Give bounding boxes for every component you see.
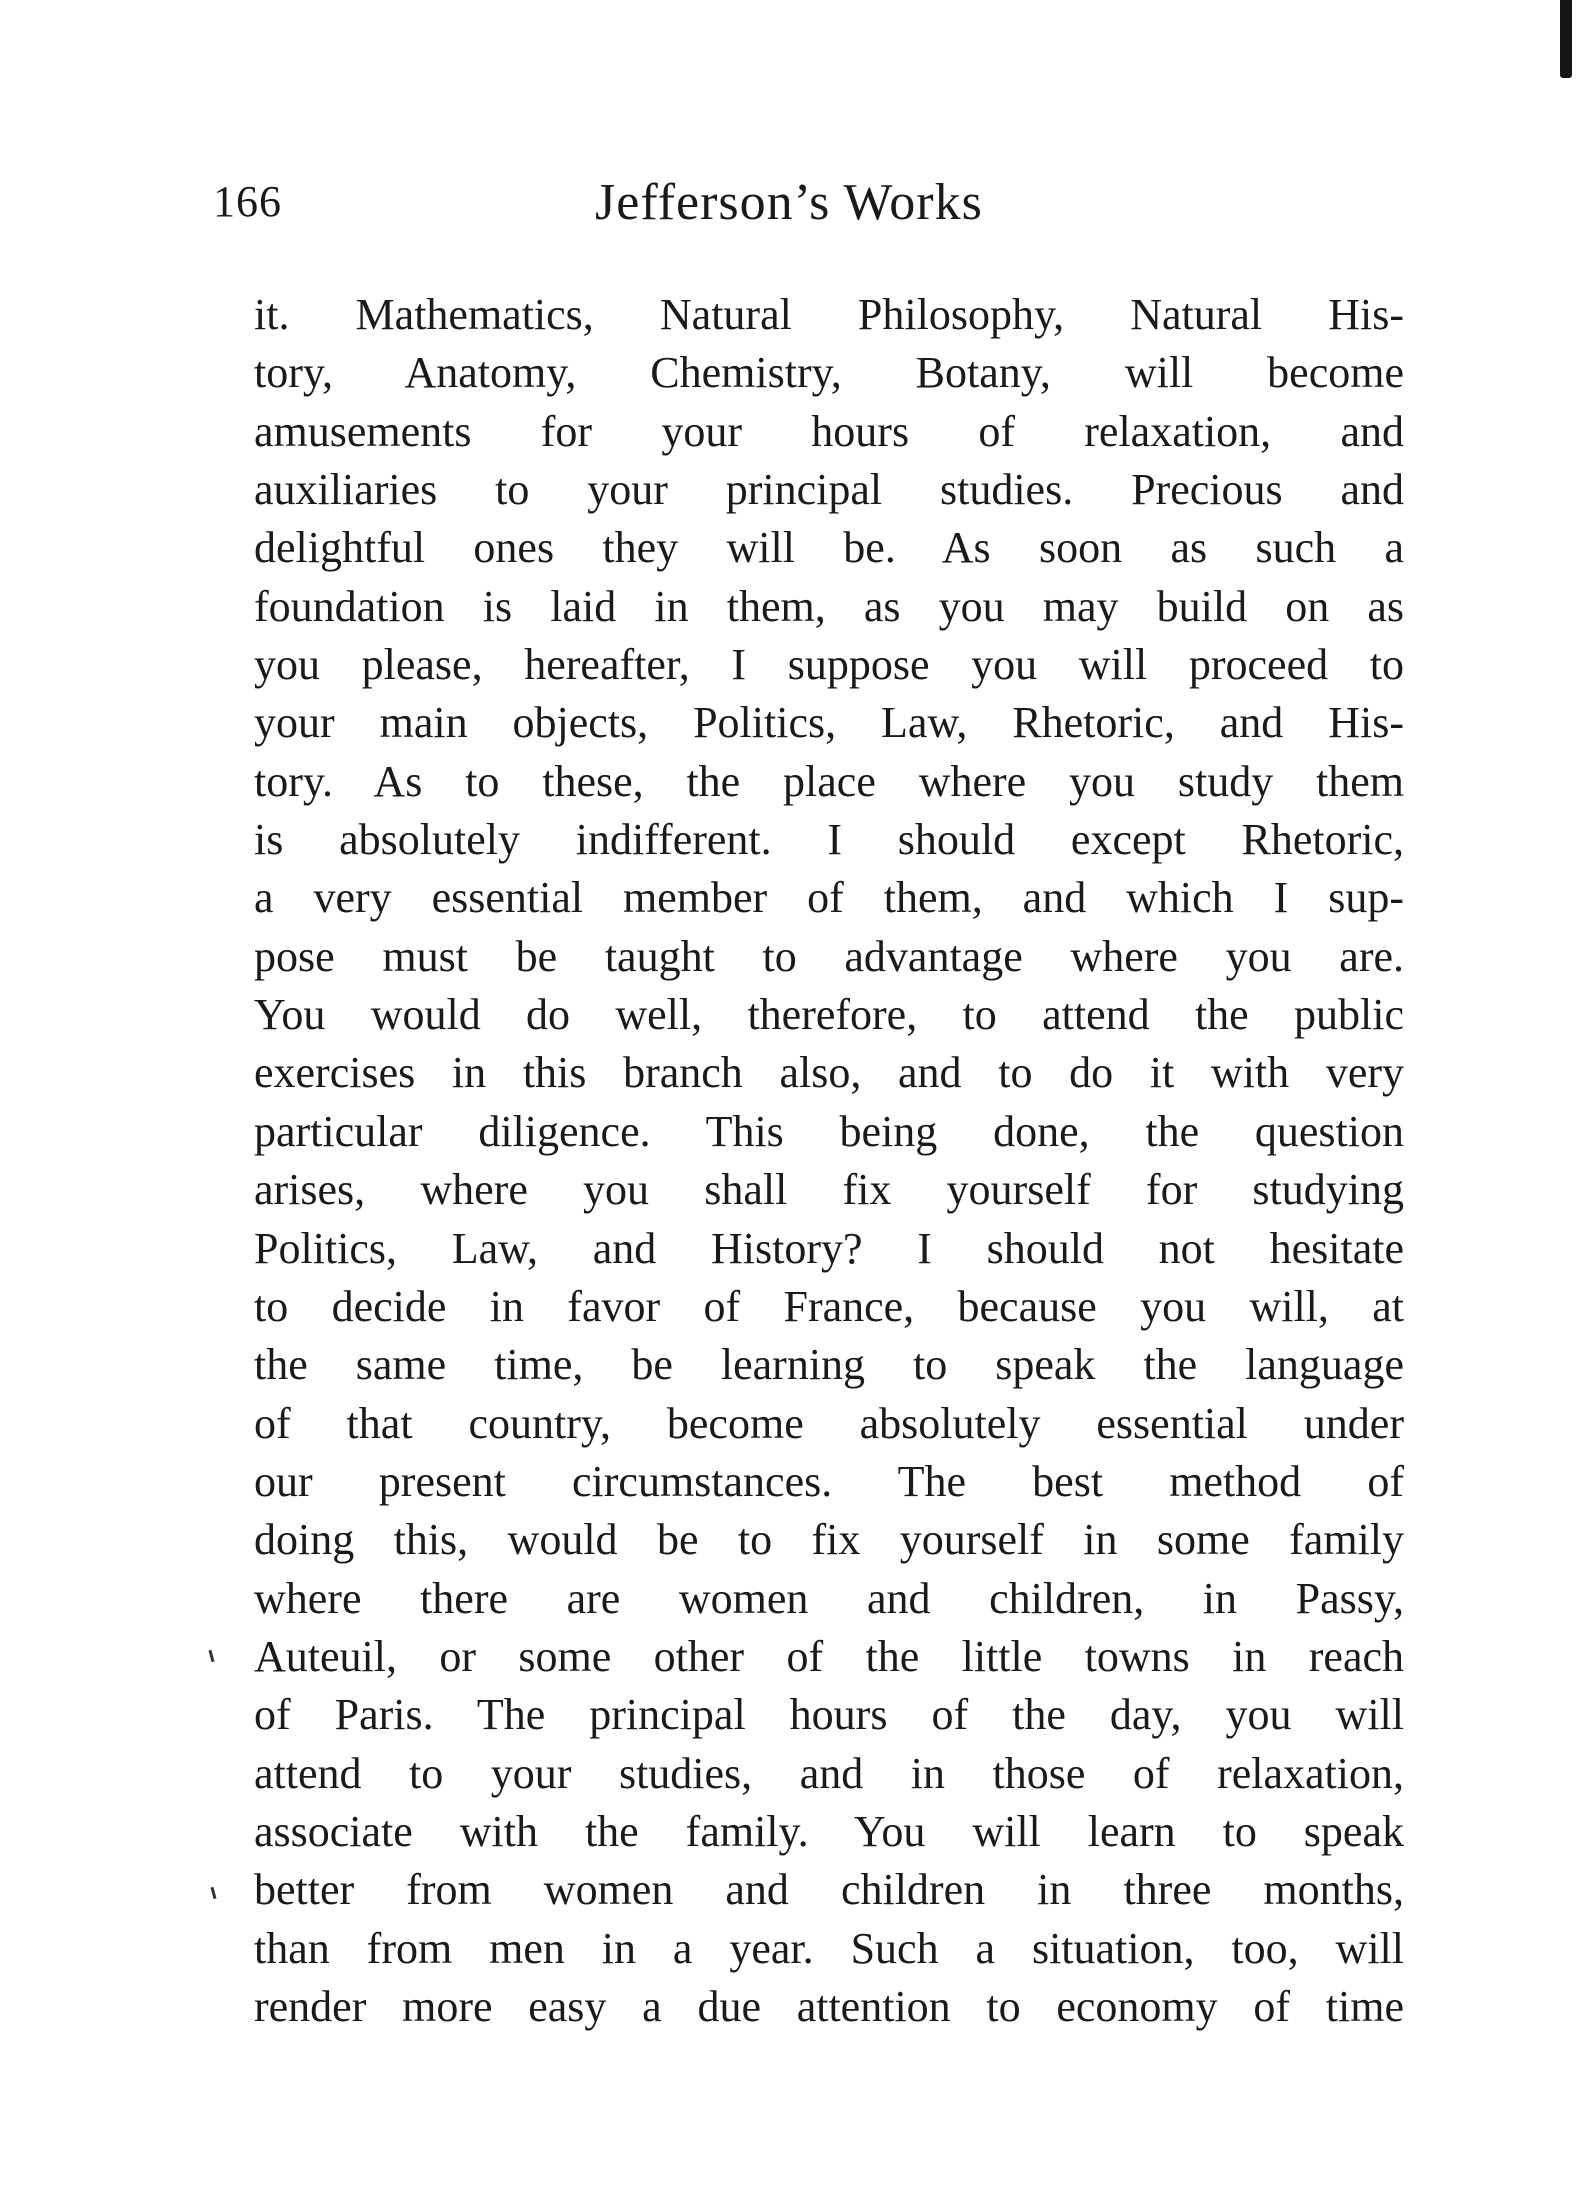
text-line: foundation is laid in them, as you may build on as xyxy=(254,581,1404,631)
text-line: doing this, would be to fix yourself in some family xyxy=(254,1515,1404,1565)
text-line: amusements for your hours of relaxation, and xyxy=(254,406,1404,456)
text-line: where there are women and children, in Passy, xyxy=(254,1573,1404,1623)
text-line: Auteuil, or some other of the little towns in reach xyxy=(254,1631,1404,1681)
text-line: auxiliaries to your principal studies. Precious and xyxy=(254,465,1404,515)
text-line: render more easy a due attention to economy of time xyxy=(254,1981,1404,2031)
text-line: attend to your studies, and in those of relaxation, xyxy=(254,1748,1404,1798)
text-line: it. Mathematics, Natural Philosophy, Natural His- xyxy=(254,290,1404,339)
text-line: than from men in a year. Such a situation, too, will xyxy=(254,1923,1404,1973)
margin-mark xyxy=(208,1650,214,1662)
text-line: exercises in this branch also, and to do it with very xyxy=(254,1048,1404,1098)
text-line: better from women and children in three months, xyxy=(254,1865,1404,1915)
running-title: Jefferson’s Works xyxy=(595,174,983,231)
text-line: of that country, become absolutely essential under xyxy=(254,1398,1404,1448)
text-line: particular diligence. This being done, the question xyxy=(254,1106,1404,1156)
text-line: the same time, be learning to speak the language xyxy=(254,1340,1404,1390)
page-header xyxy=(0,168,1578,248)
text-line: delightful ones they will be. As soon as such a xyxy=(254,523,1404,573)
body-text xyxy=(254,286,1404,2036)
text-line: a very essential member of them, and which I sup- xyxy=(254,873,1404,923)
text-line: our present circumstances. The best method of xyxy=(254,1456,1404,1506)
text-line: associate with the family. You will learn to speak xyxy=(254,1806,1404,1856)
text-line: Politics, Law, and History? I should not hesitate xyxy=(254,1223,1404,1273)
page-number: 166 xyxy=(213,177,282,226)
text-line: to decide in favor of France, because you will, at xyxy=(254,1281,1404,1331)
margin-mark xyxy=(210,1887,216,1899)
text-line: tory, Anatomy, Chemistry, Botany, will become xyxy=(254,348,1404,398)
text-line: tory. As to these, the place where you study them xyxy=(254,756,1404,806)
text-line: your main objects, Politics, Law, Rhetoric, and His- xyxy=(254,698,1404,748)
text-line: You would do well, therefore, to attend the public xyxy=(254,990,1404,1040)
text-line: is absolutely indifferent. I should except Rhetoric, xyxy=(254,815,1404,865)
page-edge-mark xyxy=(1560,0,1572,78)
text-line: you please, hereafter, I suppose you will proceed to xyxy=(254,640,1404,690)
text-line: of Paris. The principal hours of the day, you will xyxy=(254,1690,1404,1740)
text-line: arises, where you shall fix yourself for studying xyxy=(254,1165,1404,1215)
text-line: pose must be taught to advantage where you are. xyxy=(254,931,1404,981)
